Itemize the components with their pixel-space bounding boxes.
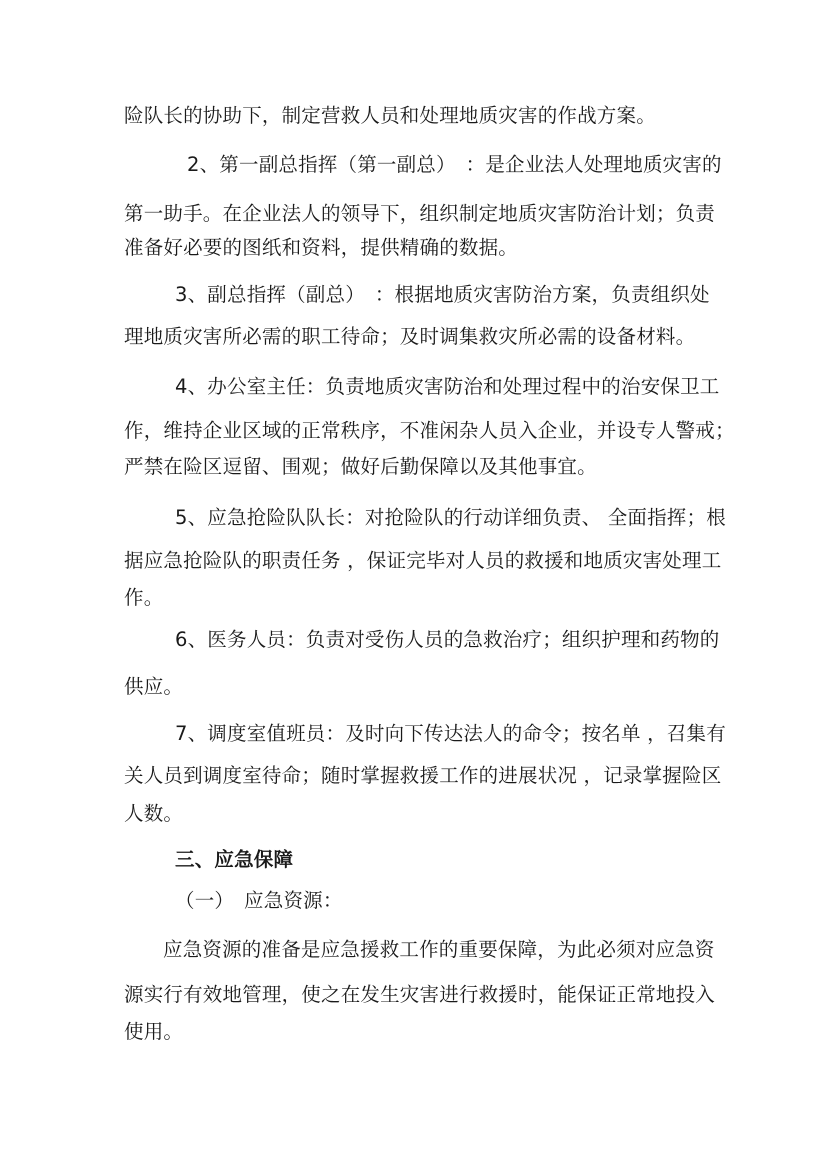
paragraph-line: 2、第一副总指挥（第一副总） ：是企业法人处理地质灾害的 bbox=[187, 153, 722, 176]
paragraph-line: 作。 bbox=[124, 586, 164, 609]
paragraph-line: 使用。 bbox=[124, 1020, 184, 1043]
paragraph-line: 7、调度室值班员：及时向下传达法人的命令；按名单 ，召集有 bbox=[175, 722, 726, 745]
paragraph-line: 严禁在险区逗留、围观；做好后勤保障以及其他事宜。 bbox=[124, 455, 597, 478]
paragraph-line: 5、应急抢险队队长：对抢险队的行动详细负责、 全面指挥；根 bbox=[175, 506, 726, 529]
paragraph-line: 险队长的协助下，制定营救人员和处理地质灾害的作战方案。 bbox=[124, 104, 656, 127]
paragraph-line: 供应。 bbox=[124, 675, 184, 698]
paragraph-line: 6、医务人员：负责对受伤人员的急救治疗；组织护理和药物的 bbox=[175, 628, 720, 651]
paragraph-line: 理地质灾害所必需的职工待命；及时调集救灾所必需的设备材料。 bbox=[124, 325, 696, 348]
paragraph-line: 4、办公室主任：负责地质灾害防治和处理过程中的治安保卫工 bbox=[175, 375, 720, 398]
subsection-heading: （一） 应急资源： bbox=[175, 889, 343, 912]
paragraph-line: 人数。 bbox=[124, 802, 184, 825]
paragraph-line: 作，维持企业区域的正常秩序，不准闲杂人员入企业，并设专人警戒； bbox=[124, 419, 735, 442]
section-heading: 三、应急保障 bbox=[175, 848, 294, 871]
paragraph-line: 应急资源的准备是应急援救工作的重要保障，为此必须对应急资 bbox=[163, 938, 715, 961]
paragraph-line: 源实行有效地管理，使之在发生灾害进行救援时，能保证正常地投入 bbox=[124, 983, 716, 1006]
paragraph-line: 据应急抢险队的职责任务 ，保证完毕对人员的救援和地质灾害处理工 bbox=[124, 549, 722, 572]
paragraph-line: 关人员到调度室待命；随时掌握救援工作的进展状况 ，记录掌握险区 bbox=[124, 764, 722, 787]
paragraph-line: 第一助手。在企业法人的领导下，组织制定地质灾害防治计划；负责 bbox=[124, 202, 716, 225]
paragraph-line: 3、副总指挥（副总） ：根据地质灾害防治方案，负责组织处 bbox=[175, 283, 710, 306]
paragraph-line: 准备好必要的图纸和资料，提供精确的数据。 bbox=[124, 236, 519, 259]
